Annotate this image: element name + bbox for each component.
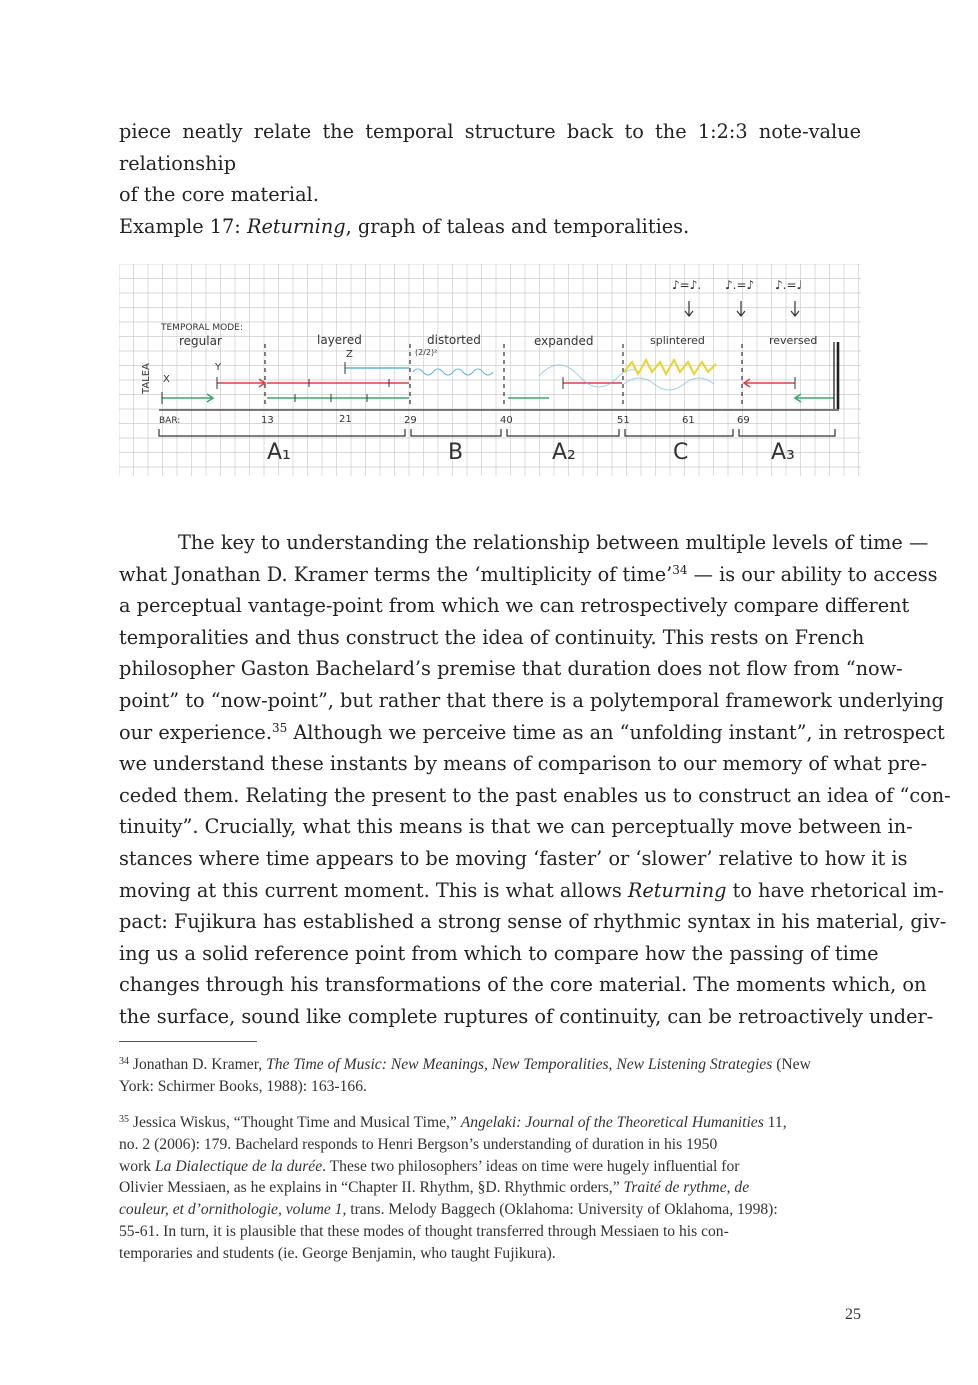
section-label-a3: A₃ xyxy=(771,440,795,465)
mode-label-reversed: reversed xyxy=(769,334,818,347)
text-run: moving at this current moment. This is what allows xyxy=(119,878,628,902)
bar-number: 69 xyxy=(737,415,750,426)
paragraph-line: ceded them. Relating the present to the past enables us to construct an idea of “con- xyxy=(119,783,951,807)
book-title: Traité de rythme, de xyxy=(623,1179,750,1197)
main-body-paragraph xyxy=(119,527,951,1033)
tempo-equivalence-3: ♪.=♩ xyxy=(775,278,803,292)
paragraph-line: ing us a solid reference point from which to compare how the passing of time xyxy=(119,941,879,965)
footnote-line: temporaries and students (ie. George Benjamin, who taught Fujikura). xyxy=(119,1244,556,1262)
paragraph-line xyxy=(119,527,929,559)
caption-prefix: Example 17: xyxy=(119,215,247,238)
paragraph-line xyxy=(119,875,944,907)
tempo-equivalence-2: ♪.=♪ xyxy=(725,278,755,292)
talea-temporality-graph xyxy=(119,264,861,476)
bar-number: 61 xyxy=(682,415,695,426)
paragraph-line xyxy=(119,717,945,749)
page-number: 25 xyxy=(845,1306,861,1323)
footnote-number: 34 xyxy=(119,1056,129,1067)
paragraph-line xyxy=(119,559,938,591)
down-arrow-icon xyxy=(685,301,693,316)
paragraph-line: point” to “now-point”, but rather that there is a polytemporal framework underlying xyxy=(119,688,944,712)
bar-number: 13 xyxy=(261,415,274,426)
section-label-a1: A₁ xyxy=(267,440,291,465)
caption-work-title: Returning xyxy=(246,215,346,238)
mode-label-regular: regular xyxy=(179,334,222,348)
caption-suffix: , graph of taleas and temporalities. xyxy=(345,215,690,238)
text-run: (New xyxy=(772,1056,811,1073)
footnote-line xyxy=(119,1199,861,1221)
temporal-mode-label: TEMPORAL MODE: xyxy=(161,323,243,333)
text-run: Although we perceive time as an “unfolding instant”, in retrospect xyxy=(287,720,945,744)
text-run: — is our ability to access xyxy=(687,562,938,586)
book-title: The Time of Music: New Meanings, New Temporalities, New Listening Strategies xyxy=(266,1056,773,1073)
final-barline xyxy=(834,342,838,409)
paragraph-line: pact: Fujikura has established a strong sense of rhythmic syntax in his material, giv- xyxy=(119,910,947,934)
bar-number: 21 xyxy=(339,414,352,425)
text-run: trans. Melody Baggech (Oklahoma: University of Oklahoma, 1998): xyxy=(346,1201,778,1219)
section-label-a2: A₂ xyxy=(552,440,576,465)
paragraph-line: temporalities and thus construct the idea of continuity. This rests on French xyxy=(119,625,865,649)
mode-label-distorted: distorted xyxy=(427,333,481,347)
paragraph-line: piece neatly relate the temporal structure back to the 1:2:3 note-value relationship xyxy=(119,120,861,175)
bar-number: 40 xyxy=(500,415,513,426)
paragraph-line: we understand these instants by means of comparison to our memory of what pre- xyxy=(119,752,927,776)
layer-label-z: Z xyxy=(346,349,353,360)
bar-label: BAR: xyxy=(159,416,181,426)
tempo-equivalence-1: ♪=♪. xyxy=(672,278,702,292)
down-arrow-icon xyxy=(737,301,745,316)
paragraph-line: a perceptual vantage-point from which we can retrospectively compare different xyxy=(119,594,910,618)
bar-number: 51 xyxy=(617,415,630,426)
mode-label-layered: layered xyxy=(317,333,362,347)
book-title: La Dialectique de la durée xyxy=(154,1157,323,1175)
down-arrow-icon xyxy=(791,301,799,316)
footnote-line xyxy=(119,1177,861,1199)
text-run: . These two philosophers’ ideas on time were hugely influential for xyxy=(322,1157,740,1175)
bar-number: 29 xyxy=(404,415,417,426)
footnote-line xyxy=(119,1156,861,1178)
layer-label-x: X xyxy=(163,374,170,385)
paragraph-line: the surface, sound like complete ruptures of continuity, can be retroactively under- xyxy=(119,1004,934,1028)
section-label-c: C xyxy=(673,440,689,465)
mode-label-expanded: expanded xyxy=(534,334,594,348)
text-run: our experience. xyxy=(119,720,272,744)
text-run: what Jonathan D. Kramer terms the ‘multiplicity of time’ xyxy=(119,562,673,586)
text-run: work xyxy=(119,1157,155,1175)
section-label-b: B xyxy=(448,440,464,465)
figure-caption xyxy=(119,212,689,242)
work-title: Returning xyxy=(627,878,727,902)
text-run: Olivier Messiaen, as he explains in “Chapter II. Rhythm, §D. Rhythmic orders,” xyxy=(119,1179,624,1197)
talea-distorted-wave xyxy=(413,369,493,375)
paragraph-line: philosopher Gaston Bachelard’s premise that duration does not flow from “now- xyxy=(119,657,903,681)
footnote-line: 55-61. In turn, it is plausible that these modes of thought transferred through Messiaen to his con- xyxy=(119,1222,729,1240)
text-run: Jonathan D. Kramer, xyxy=(129,1056,267,1073)
footnote-34 xyxy=(119,1054,861,1098)
footnote-line xyxy=(119,1054,861,1076)
footnote-ref-35[interactable]: 35 xyxy=(271,720,288,735)
text-run: The key to understanding the relationship between multiple levels of time — xyxy=(178,531,929,554)
mode-label-splintered: splintered xyxy=(650,334,705,347)
intro-paragraph xyxy=(119,116,861,211)
journal-title: Angelaki: Journal of the Theoretical Humanities xyxy=(460,1114,764,1131)
paragraph-line: changes through his transformations of the core material. The moments which, on xyxy=(119,973,927,997)
book-title: couleur, et d’ornithologie, volume 1, xyxy=(119,1201,347,1219)
talea-label: TALEA xyxy=(141,363,152,394)
footnote-ref-34[interactable]: 34 xyxy=(672,562,688,577)
talea-lines xyxy=(162,360,834,402)
paragraph-line: tinuity”. Crucially, what this means is that we can perceptually move between in- xyxy=(119,815,913,839)
distorted-ratio: (2/2)² xyxy=(415,348,438,357)
footnote-line: York: Schirmer Books, 1988): 163-166. xyxy=(119,1077,367,1095)
paragraph-line: of the core material. xyxy=(119,183,319,207)
section-brackets xyxy=(159,429,835,436)
paragraph-line: stances where time appears to be moving ‘faster’ or ‘slower’ relative to how it is xyxy=(119,846,908,870)
text-run: to have rhetorical im- xyxy=(726,878,944,902)
graph-paper-grid xyxy=(119,264,861,476)
footnote-separator xyxy=(119,1041,257,1042)
footnote-number: 35 xyxy=(119,1114,129,1125)
footnote-line xyxy=(119,1112,861,1134)
footnote-35 xyxy=(119,1112,861,1265)
footnote-line: no. 2 (2006): 179. Bachelard responds to Henri Bergson’s understanding of duration in his 1950 xyxy=(119,1135,718,1153)
layer-label-y: Y xyxy=(215,362,222,373)
text-run: Jessica Wiskus, “Thought Time and Musical Time,” xyxy=(129,1114,461,1131)
equivalence-arrows xyxy=(685,301,799,316)
text-run: 11, xyxy=(763,1114,787,1131)
